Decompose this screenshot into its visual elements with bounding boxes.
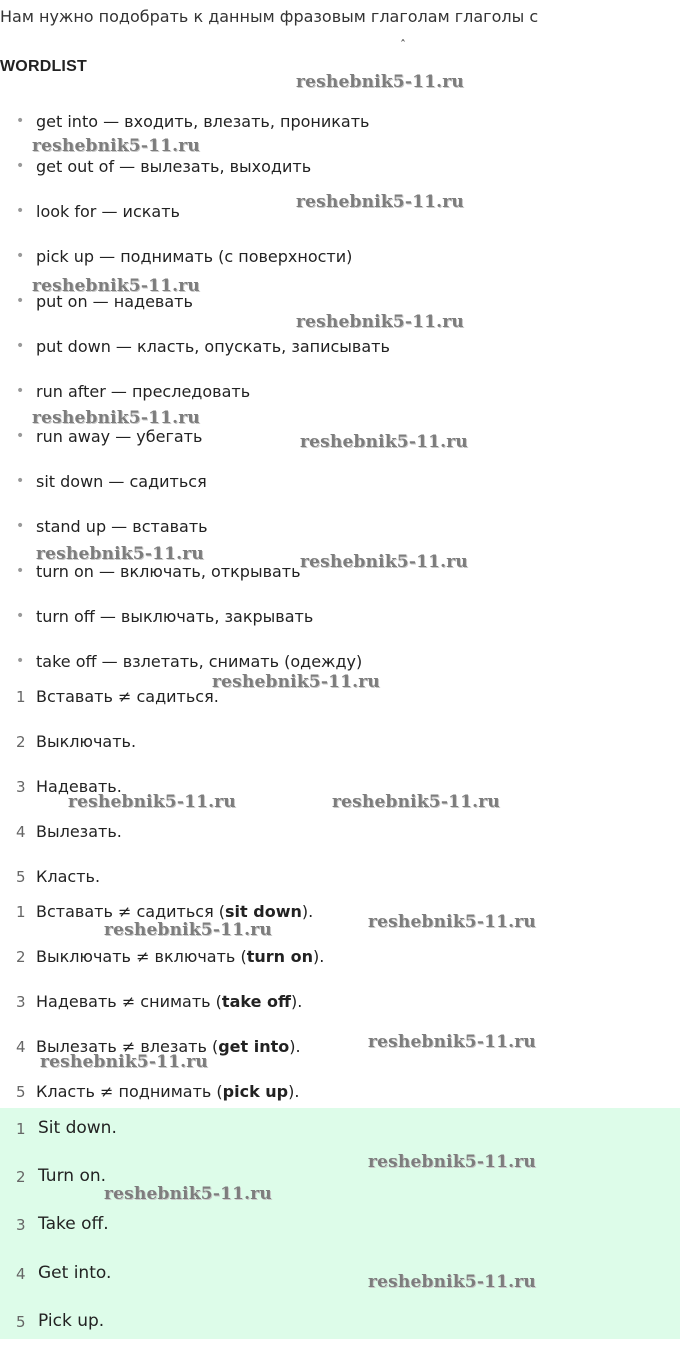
answer-item	[36, 947, 324, 966]
answer-number: 3	[16, 993, 26, 1011]
wordlist-item: • take off — взлетать, снимать (одежду)	[36, 652, 362, 671]
answer-text: Надевать ≠ снимать (	[36, 992, 222, 1011]
answer-number: 4	[16, 1038, 26, 1056]
watermark: reshebnik5-11.ru	[332, 792, 500, 812]
answer-end: ).	[288, 1082, 300, 1101]
question-item: Надевать.	[36, 777, 122, 796]
question-number: 4	[16, 823, 26, 841]
question-number: 5	[16, 868, 26, 886]
watermark: reshebnik5-11.ru	[32, 136, 200, 156]
final-number: 1	[16, 1120, 26, 1138]
wordlist-item: • turn on — включать, открывать	[36, 562, 301, 581]
final-number: 3	[16, 1216, 26, 1234]
watermark: reshebnik5-11.ru	[212, 672, 380, 692]
watermark: reshebnik5-11.ru	[296, 312, 464, 332]
final-answer-block	[0, 1108, 680, 1339]
answer-phrasal-verb: pick up	[222, 1082, 289, 1101]
wordlist-item: • get into — входить, влезать, проникать	[36, 112, 369, 131]
watermark: reshebnik5-11.ru	[104, 920, 272, 940]
answer-text: Вылезать ≠ влезать (	[36, 1037, 219, 1056]
answer-phrasal-verb: take off	[221, 992, 291, 1011]
wordlist-item: • run after — преследовать	[36, 382, 250, 401]
answer-text: Класть ≠ поднимать (	[36, 1082, 223, 1101]
answer-number: 5	[16, 1083, 26, 1101]
answer-item	[36, 1082, 299, 1101]
watermark: reshebnik5-11.ru	[32, 276, 200, 296]
watermark: reshebnik5-11.ru	[296, 72, 464, 92]
answer-phrasal-verb: turn on	[246, 947, 313, 966]
wordlist-item: • turn off — выключать, закрывать	[36, 607, 313, 626]
question-number: 2	[16, 733, 26, 751]
answer-text: Вставать ≠ садиться (	[36, 902, 226, 921]
final-number: 5	[16, 1313, 26, 1331]
question-number: 1	[16, 688, 26, 706]
question-item: Выключать.	[36, 732, 137, 751]
final-item: Pick up.	[38, 1311, 105, 1331]
watermark: reshebnik5-11.ru	[368, 1032, 536, 1052]
wordlist-title: WORDLIST	[0, 58, 87, 75]
wordlist-item: • put down — класть, опускать, записывать	[36, 337, 390, 356]
wordlist-item: • look for — искать	[36, 202, 180, 221]
watermark: reshebnik5-11.ru	[300, 432, 468, 452]
watermark: reshebnik5-11.ru	[368, 912, 536, 932]
answer-end: ).	[289, 1037, 301, 1056]
wordlist-item: • run away — убегать	[36, 427, 202, 446]
answer-end: ).	[301, 902, 314, 921]
final-item: Take off.	[38, 1214, 109, 1234]
watermark: reshebnik5-11.ru	[104, 1184, 272, 1204]
answer-end: ).	[290, 992, 303, 1011]
wordlist-item: • sit down — садиться	[36, 472, 207, 491]
watermark: reshebnik5-11.ru	[68, 792, 236, 812]
answer-text: Выключать ≠ включать (	[36, 947, 247, 966]
wordlist-item: • put on — надевать	[36, 292, 193, 311]
final-item: Turn on.	[38, 1166, 107, 1186]
watermark: reshebnik5-11.ru	[300, 552, 468, 572]
answer-item	[36, 992, 302, 1011]
wordlist-item: • pick up — поднимать (с поверхности)	[36, 247, 352, 266]
intro-text: Нам нужно подобрать к данным фразовым глаголам глаголы с	[0, 7, 539, 26]
watermark: reshebnik5-11.ru	[32, 408, 200, 428]
wordlist-item: • get out of — вылезать, выходить	[36, 157, 311, 176]
final-number: 4	[16, 1265, 26, 1283]
answer-number: 2	[16, 948, 26, 966]
question-item: Вылезать.	[36, 822, 122, 841]
watermark: reshebnik5-11.ru	[296, 192, 464, 212]
answer-phrasal-verb: sit down	[225, 902, 302, 921]
watermark: reshebnik5-11.ru	[36, 544, 204, 564]
final-item: Sit down.	[38, 1118, 117, 1138]
answer-item	[36, 902, 313, 921]
watermark: reshebnik5-11.ru	[368, 1152, 536, 1172]
answer-phrasal-verb: get into	[218, 1037, 290, 1056]
question-item: Класть.	[36, 867, 101, 886]
answer-end: ).	[312, 947, 325, 966]
watermark: reshebnik5-11.ru	[368, 1272, 536, 1292]
final-item: Get into.	[38, 1263, 112, 1283]
question-number: 3	[16, 778, 26, 796]
wordlist-item: • stand up — вставать	[36, 517, 208, 536]
caret-mark: ˆ	[400, 38, 406, 52]
answer-number: 1	[16, 903, 26, 921]
question-item: Вставать ≠ садиться.	[36, 687, 219, 706]
watermark: reshebnik5-11.ru	[40, 1052, 208, 1072]
final-number: 2	[16, 1168, 26, 1186]
